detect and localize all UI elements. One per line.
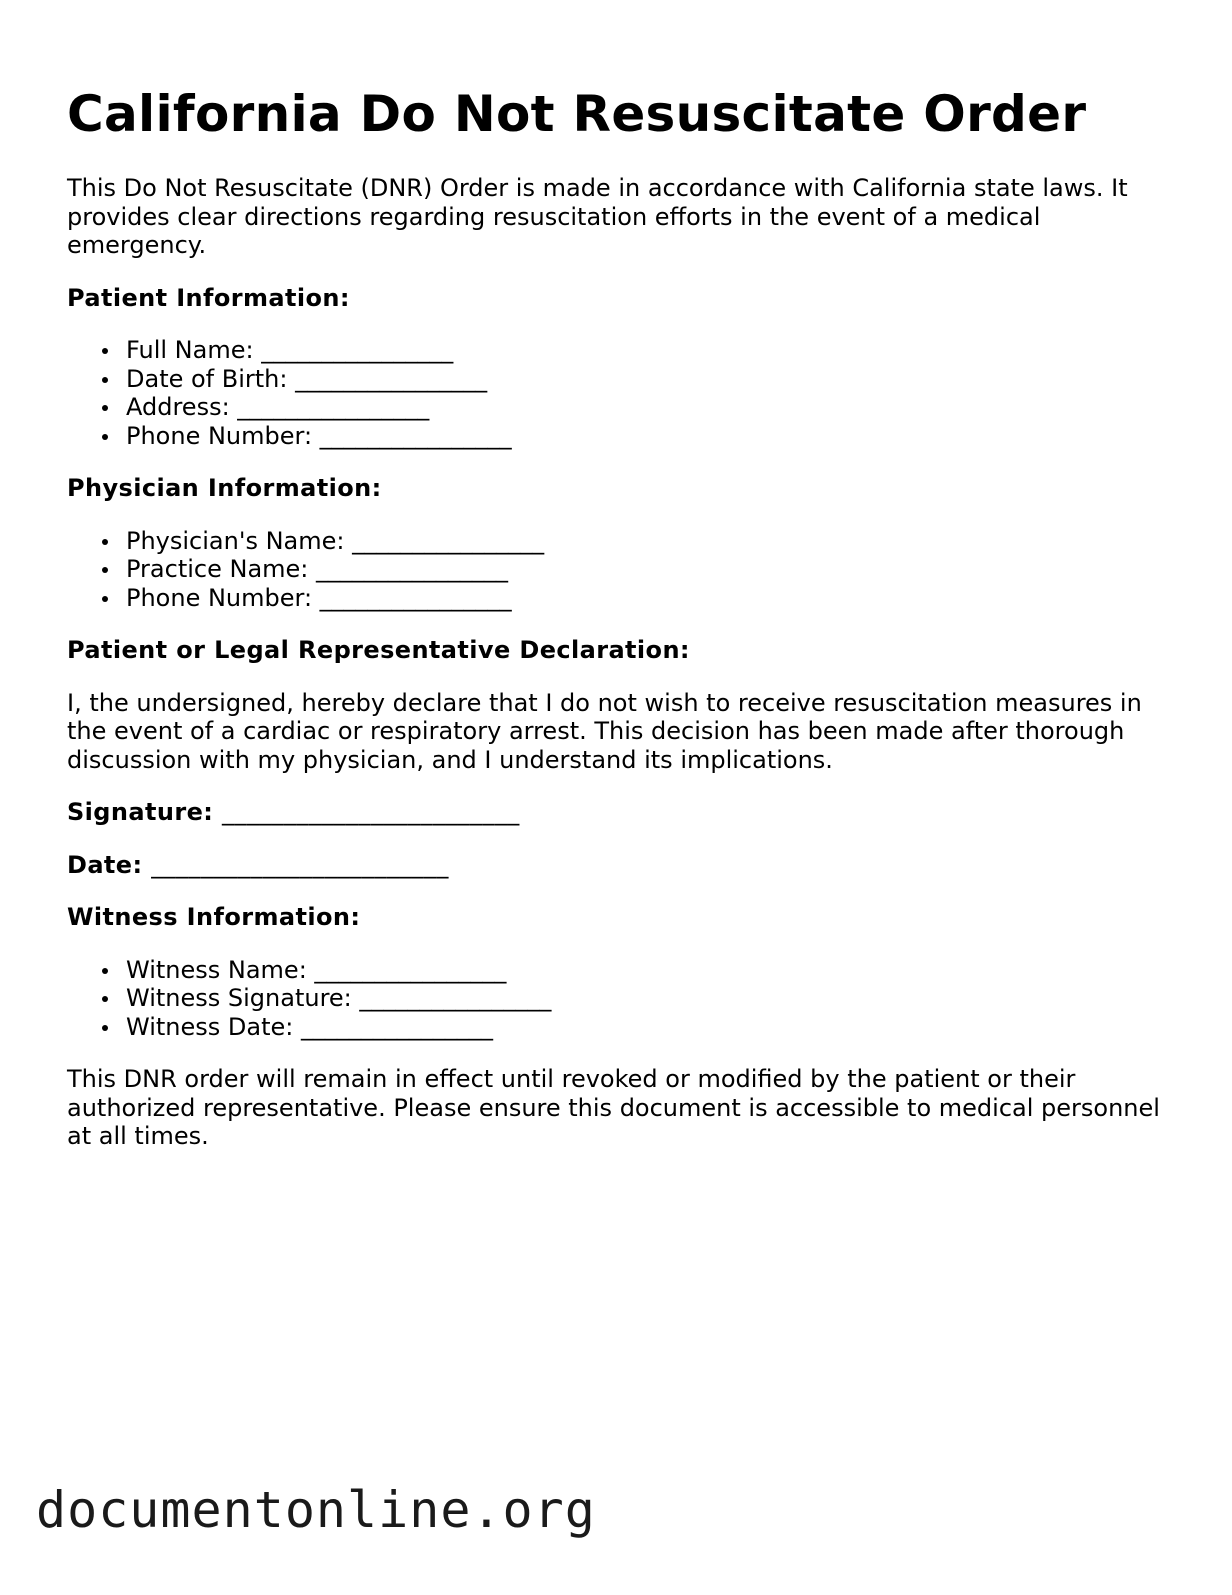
declaration-heading: Patient or Legal Representative Declaration:	[67, 636, 690, 664]
physician-phone-field: Phone Number: ________________	[126, 584, 1177, 613]
patient-address-field: Address: ________________	[126, 393, 1177, 422]
patient-dob-field: Date of Birth: ________________	[126, 365, 1177, 394]
physician-info-heading: Physician Information:	[67, 474, 382, 502]
witness-date-field: Witness Date: ________________	[126, 1013, 1177, 1042]
signature-blank: ________________________	[222, 798, 520, 826]
witness-info-list	[67, 956, 1177, 1042]
witness-signature-field: Witness Signature: ________________	[126, 984, 1177, 1013]
witness-info-heading: Witness Information:	[67, 903, 361, 931]
declaration-paragraph: I, the undersigned, hereby declare that I do not wish to receive resuscitation measures in the event of a cardiac or respiratory arrest. This decision has been made after thorough discussion with my physician, and I understand its implications.	[67, 688, 1142, 774]
date-label: Date:	[67, 850, 143, 879]
date-line	[67, 851, 1177, 880]
patient-full-name-field: Full Name: ________________	[126, 336, 1177, 365]
intro-paragraph: This Do Not Resuscitate (DNR) Order is made in accordance with California state laws. It provides clear directions regarding resuscitation efforts in the event of a medical emergency.	[67, 174, 1128, 259]
watermark: documentonline.org	[36, 1481, 596, 1539]
signature-line	[67, 798, 1177, 827]
patient-phone-field: Phone Number: ________________	[126, 422, 1177, 451]
witness-name-field: Witness Name: ________________	[126, 956, 1177, 985]
patient-info-heading: Patient Information:	[67, 283, 350, 312]
closing-paragraph: This DNR order will remain in effect until revoked or modified by the patient or their authorized representative. Please ensure this document is accessible to medical personnel at all times.	[67, 1065, 1160, 1150]
date-blank: ________________________	[151, 850, 449, 879]
patient-info-list	[67, 336, 1177, 450]
document-page	[67, 82, 1177, 1175]
physician-info-list	[67, 527, 1177, 613]
signature-label: Signature:	[67, 798, 214, 826]
page-title: California Do Not Resuscitate Order	[67, 85, 1087, 143]
practice-name-field: Practice Name: ________________	[126, 555, 1177, 584]
physician-name-field: Physician's Name: ________________	[126, 527, 1177, 556]
